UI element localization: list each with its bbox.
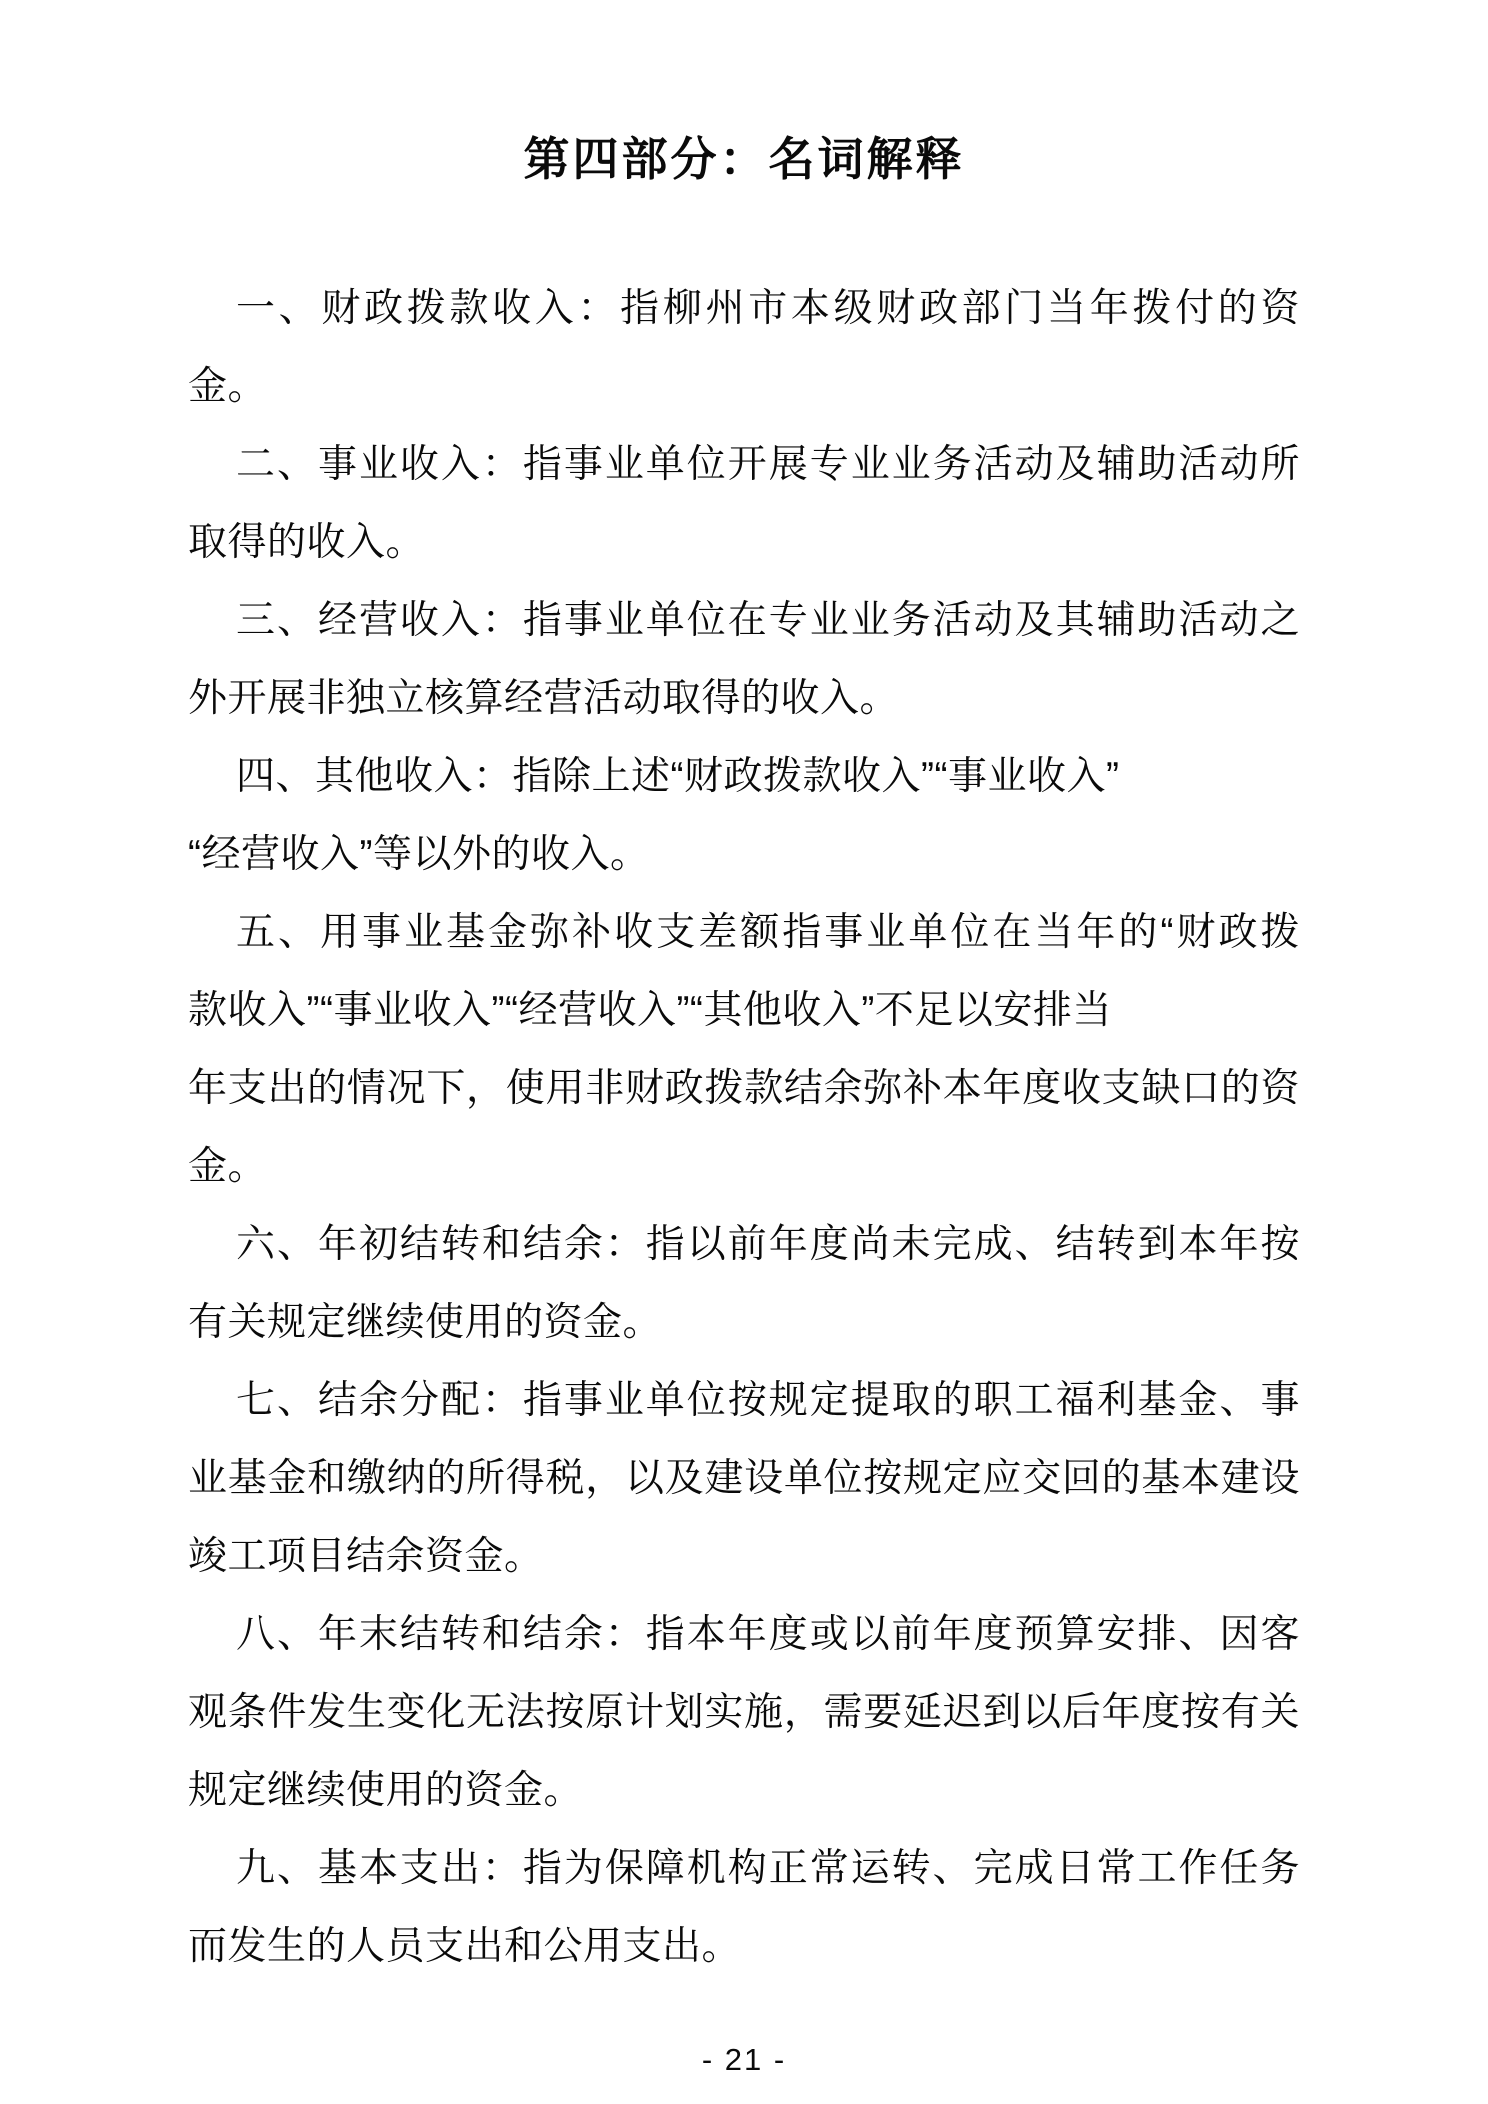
text-line: 观条件发生变化无法按原计划实施，需要延迟到以后年度按有关 <box>188 1691 1300 1734</box>
text-line: 九、基本支出：指为保障机构正常运转、完成日常工作任务 <box>236 1847 1300 1890</box>
text-line: 年支出的情况下，使用非财政拨款结余弥补本年度收支缺口的资 <box>188 1067 1300 1110</box>
text-line: 业基金和缴纳的所得税，以及建设单位按规定应交回的基本建设 <box>188 1457 1300 1500</box>
text-line: 六、年初结转和结余：指以前年度尚未完成、结转到本年按 <box>236 1223 1300 1266</box>
document-body <box>188 270 1300 1986</box>
text-line: 外开展非独立核算经营活动取得的收入。 <box>188 677 900 720</box>
text-line: 取得的收入。 <box>188 521 426 564</box>
text-line: 四、其他收入：指除上述“财政拨款收入”“事业收入” <box>236 755 1120 798</box>
text-line: “经营收入”等以外的收入。 <box>188 833 650 876</box>
text-line: 有关规定继续使用的资金。 <box>188 1301 663 1344</box>
page-number: - 21 - <box>701 2042 787 2077</box>
text-line: 二、事业收入：指事业单位开展专业业务活动及辅助活动所 <box>236 443 1300 486</box>
text-line: 规定继续使用的资金。 <box>188 1769 584 1812</box>
text-line: 金。 <box>188 365 268 408</box>
text-line: 八、年末结转和结余：指本年度或以前年度预算安排、因客 <box>236 1613 1300 1656</box>
text-line: 七、结余分配：指事业单位按规定提取的职工福利基金、事 <box>236 1379 1300 1422</box>
text-line: 竣工项目结余资金。 <box>188 1535 544 1578</box>
text-line: 金。 <box>188 1145 268 1188</box>
text-line: 五、用事业基金弥补收支差额指事业单位在当年的“财政拨 <box>236 911 1300 954</box>
text-line: 款收入”“事业收入”“经营收入”“其他收入”不足以安排当 <box>188 989 1112 1032</box>
text-line: 一、财政拨款收入：指柳州市本级财政部门当年拨付的资 <box>236 287 1300 330</box>
text-line: 三、经营收入：指事业单位在专业业务活动及其辅助活动之 <box>236 599 1300 642</box>
text-line: 而发生的人员支出和公用支出。 <box>188 1925 742 1968</box>
page-title: 第四部分：名词解释 <box>523 133 965 185</box>
